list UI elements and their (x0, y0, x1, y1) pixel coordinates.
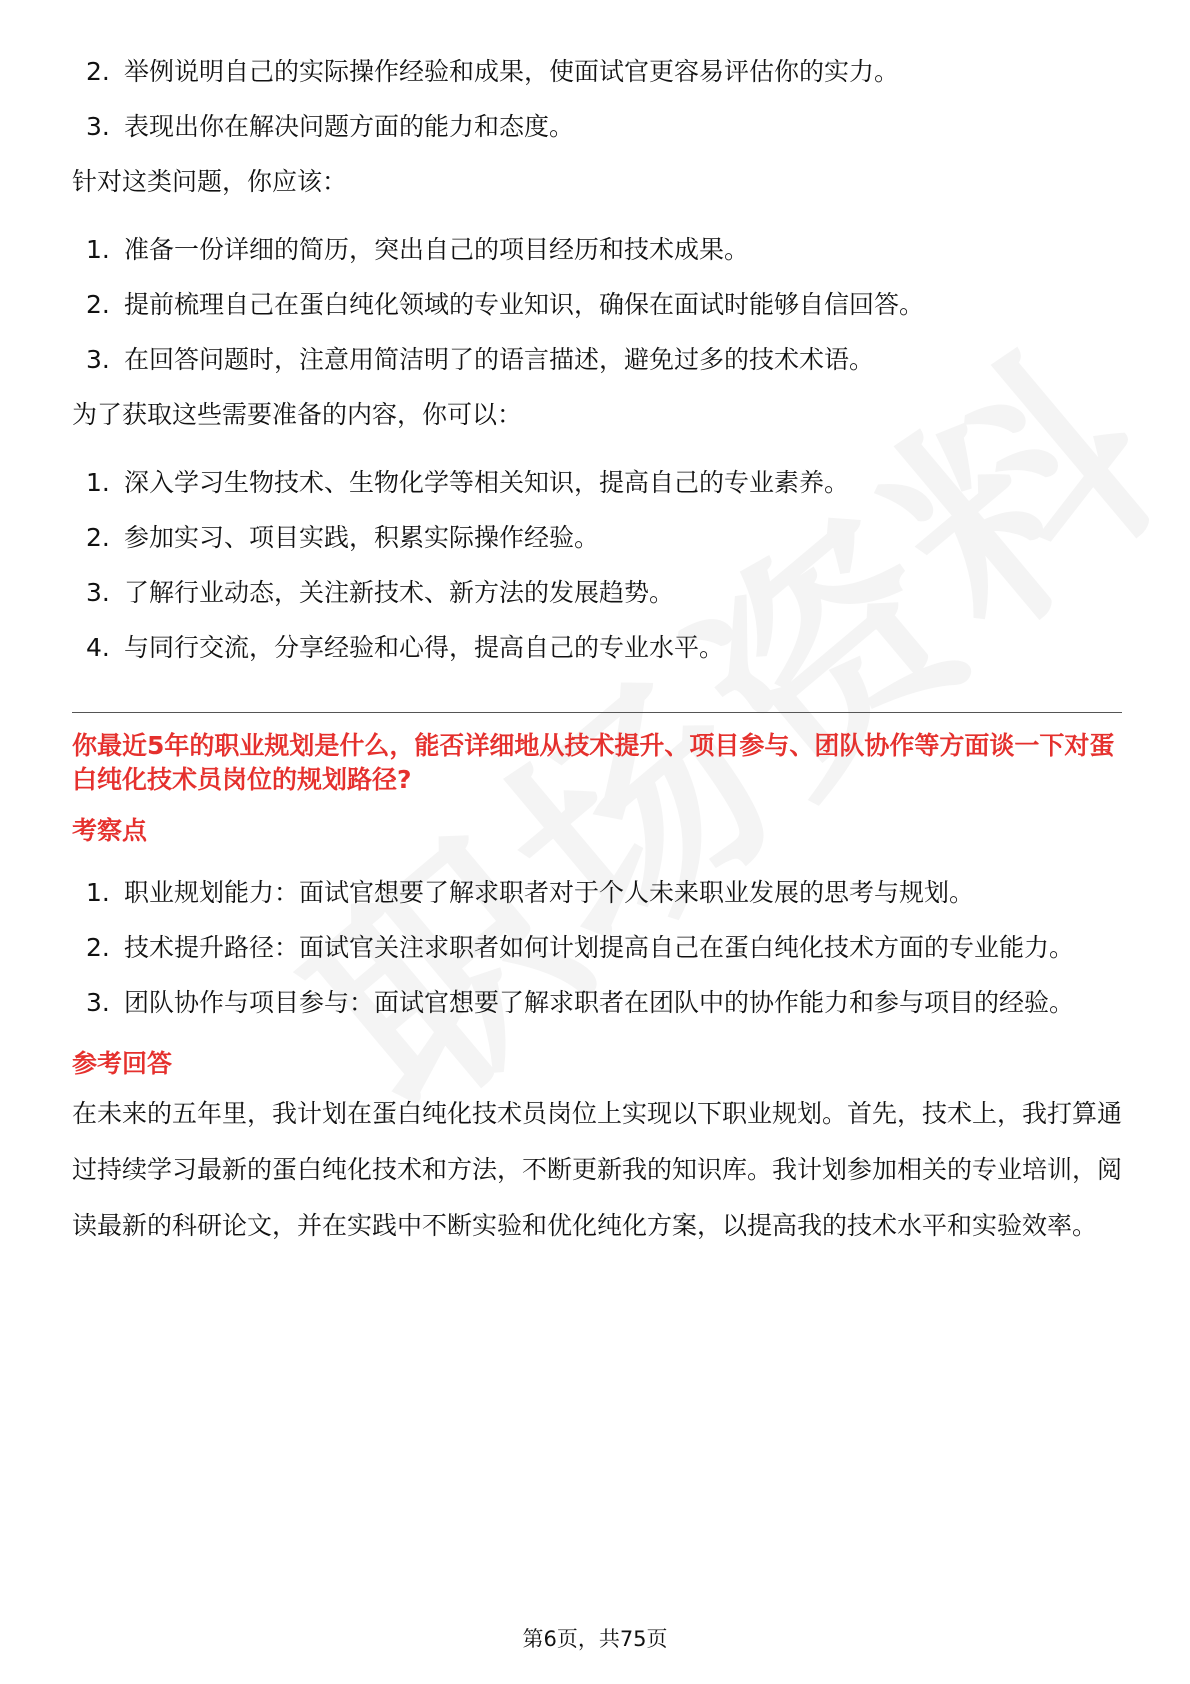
list-text: 团队协作与项目参与：面试官想要了解求职者在团队中的协作能力和参与项目的经验。 (124, 988, 1075, 1017)
list-number: 3. (86, 988, 110, 1017)
list-text: 与同行交流，分享经验和心得，提高自己的专业水平。 (124, 633, 725, 662)
section-title-focus: 考察点 (72, 816, 148, 845)
list-item (72, 277, 1122, 332)
list-item (72, 99, 1122, 154)
question-heading: 你最近5年的职业规划是什么，能否详细地从技术提升、项目参与、团队协作等方面谈一下对蛋白纯化技术员岗位的规划路径? (72, 731, 1115, 794)
list-number: 1. (86, 878, 110, 907)
list-number: 1. (86, 468, 110, 497)
list-text: 在回答问题时，注意用简洁明了的语言描述，避免过多的技术术语。 (124, 345, 875, 374)
list-focus-points (72, 865, 1122, 1030)
list-item (72, 332, 1122, 387)
list-text: 提前梳理自己在蛋白纯化领域的专业知识，确保在面试时能够自信回答。 (124, 290, 925, 319)
list-continued (72, 44, 1122, 154)
list-number: 4. (86, 633, 110, 662)
list-text: 参加实习、项目实践，积累实际操作经验。 (124, 523, 600, 552)
list-number: 2. (86, 523, 110, 552)
section-title-answer: 参考回答 (72, 1049, 173, 1078)
section-divider (72, 712, 1122, 713)
list-text: 深入学习生物技术、生物化学等相关知识，提高自己的专业素养。 (124, 468, 850, 497)
page-number: 第6页，共75页 (522, 1627, 668, 1651)
list-item (72, 865, 1122, 920)
page-content (72, 44, 1122, 1254)
list-number: 1. (86, 235, 110, 264)
list-item (72, 222, 1122, 277)
list-number: 2. (86, 290, 110, 319)
list-number: 3. (86, 112, 110, 141)
list-text: 技术提升路径：面试官关注求职者如何计划提高自己在蛋白纯化技术方面的专业能力。 (124, 933, 1075, 962)
list-item (72, 975, 1122, 1030)
list-item (72, 620, 1122, 675)
list-text: 准备一份详细的简历，突出自己的项目经历和技术成果。 (124, 235, 750, 264)
list-item (72, 565, 1122, 620)
list-item (72, 455, 1122, 510)
list-number: 2. (86, 57, 110, 86)
list-text: 举例说明自己的实际操作经验和成果，使面试官更容易评估你的实力。 (124, 57, 900, 86)
list-item (72, 44, 1122, 99)
answer-paragraph: 在未来的五年里，我计划在蛋白纯化技术员岗位上实现以下职业规划。首先，技术上，我打算通过持续学习最新的蛋白纯化技术和方法，不断更新我的知识库。我计划参加相关的专业培训，阅读最新的科研论文，并在实践中不断实验和优化纯化方案，以提高我的技术水平和实验效率。 (72, 1099, 1123, 1240)
list-number: 3. (86, 345, 110, 374)
paragraph-intro-2: 为了获取这些需要准备的内容，你可以： (72, 400, 523, 429)
list-advice (72, 222, 1122, 387)
list-text: 了解行业动态，关注新技术、新方法的发展趋势。 (124, 578, 675, 607)
list-text: 表现出你在解决问题方面的能力和态度。 (124, 112, 575, 141)
paragraph-intro-1: 针对这类问题，你应该： (72, 167, 348, 196)
list-number: 3. (86, 578, 110, 607)
list-preparation (72, 455, 1122, 675)
list-item (72, 920, 1122, 975)
list-text: 职业规划能力：面试官想要了解求职者对于个人未来职业发展的思考与规划。 (124, 878, 975, 907)
list-number: 2. (86, 933, 110, 962)
list-item (72, 510, 1122, 565)
